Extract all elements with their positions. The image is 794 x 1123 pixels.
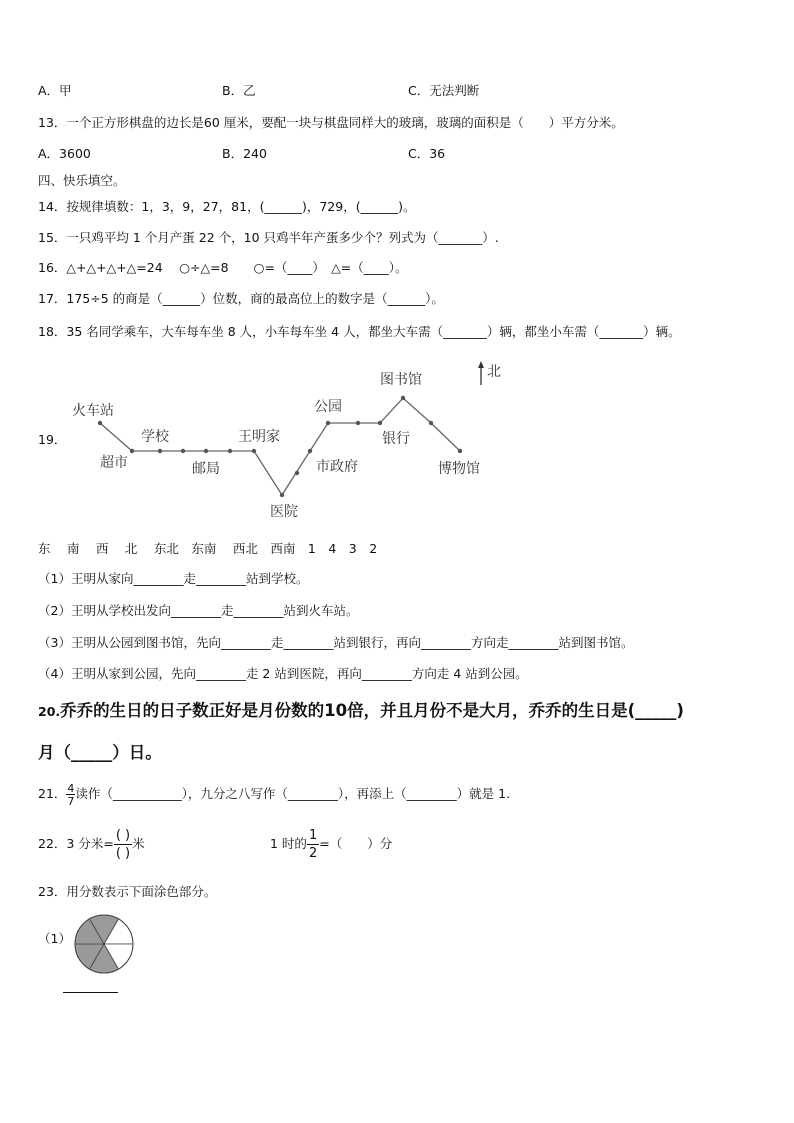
option-a: A．甲 bbox=[38, 83, 72, 98]
station-hospital-label: 医院 bbox=[270, 504, 298, 520]
shaded-circle-figure bbox=[73, 913, 135, 975]
question-22-part2-suffix: =（ ）分 bbox=[319, 836, 393, 851]
north-arrow-icon bbox=[478, 361, 501, 385]
question-19-sub3: （3）王明从公园到图书馆，先向________走________站到银行，再向________方向走________站到图书馆。 bbox=[38, 635, 634, 650]
station-library-label: 图书馆 bbox=[380, 372, 422, 388]
blank-fraction bbox=[114, 829, 132, 860]
station-park-label: 公园 bbox=[314, 399, 342, 415]
question-20-text: 乔乔的生日的日子数正好是月份数的10倍，并且月份不是大月，乔乔的生日是(_____) bbox=[60, 701, 684, 720]
question-13-stem: 13．一个正方形棋盘的边长是60 厘米，要配一块与棋盘同样大的玻璃，玻璃的面积是（ ）平方分米。 bbox=[38, 115, 624, 130]
option-b: B．240 bbox=[222, 146, 267, 161]
station-wangming-label: 王明家 bbox=[238, 429, 280, 445]
question-20-line2: 月（_____）日。 bbox=[38, 743, 162, 762]
question-22-part2-prefix: 1 时的 bbox=[270, 836, 307, 851]
option-c: C．无法判断 bbox=[408, 83, 480, 98]
station-supermarket-label: 超市 bbox=[100, 455, 128, 471]
question-23-stem: 23．用分数表示下面涂色部分。 bbox=[38, 884, 217, 899]
fraction-denominator: 7 bbox=[67, 794, 75, 808]
station-bank-label: 银行 bbox=[382, 431, 410, 447]
question-16: 16．△+△+△+△=24 ○÷△=8 ○=（____） △=（____）。 bbox=[38, 260, 408, 275]
question-17: 17．175÷5 的商是（______）位数，商的最高位上的数字是（______）。 bbox=[38, 291, 444, 306]
question-20-line1 bbox=[38, 700, 684, 723]
option-c: C．36 bbox=[408, 146, 446, 161]
question-21-text: 读作（___________），九分之八写作（________），再添上（________）就是 1. bbox=[75, 786, 511, 801]
station-museum-label: 博物馆 bbox=[438, 461, 480, 477]
station-train-label: 火车站 bbox=[72, 403, 114, 419]
station-school-label: 学校 bbox=[141, 429, 169, 445]
question-22-part2 bbox=[270, 824, 392, 864]
question-22 bbox=[38, 824, 145, 864]
question-18: 18．35 名同学乘车，大车每车坐 8 人，小车每车坐 4 人，都坐大车需（_______）辆，都坐小车需（_______）辆。 bbox=[38, 324, 681, 339]
word-bank: 东 南 西 北 东北 东南 西北 西南 1 4 3 2 bbox=[38, 541, 378, 556]
question-19-sub2: （2）王明从学校出发向________走________站到火车站。 bbox=[38, 603, 359, 618]
fraction-denominator: ( ) bbox=[115, 846, 131, 861]
station-post-label: 邮局 bbox=[192, 461, 220, 477]
question-19-number: 19． bbox=[38, 432, 67, 447]
north-label: 北 bbox=[487, 364, 501, 380]
route-map bbox=[60, 355, 520, 525]
fraction-denominator: 2 bbox=[308, 846, 318, 861]
fraction-numerator: ( ) bbox=[115, 828, 131, 843]
question-19-sub4: （4）王明从家到公园，先向________走 2 站到医院，再向________方向走 4 站到公园。 bbox=[38, 666, 528, 681]
question-19-sub1: （1）王明从家向________走________站到学校。 bbox=[38, 571, 309, 586]
question-14: 14．按规律填数：1，3，9，27，81，(______)，729，(______)。 bbox=[38, 199, 416, 214]
option-a: A．3600 bbox=[38, 146, 91, 161]
option-b: B．乙 bbox=[222, 83, 256, 98]
unit: 米 bbox=[132, 836, 145, 851]
section-heading: 四、快乐填空。 bbox=[38, 173, 126, 188]
question-22-prefix: 22．3 分米= bbox=[38, 836, 114, 851]
question-number: 20. bbox=[38, 704, 61, 719]
question-15: 15．一只鸡平均 1 个月产蛋 22 个，10 只鸡半年产蛋多少个？列式为（_______）. bbox=[38, 230, 499, 245]
fraction-numerator: 1 bbox=[308, 828, 318, 843]
station-cityhall-label: 市政府 bbox=[316, 459, 358, 475]
question-23-sub-label: （1） bbox=[38, 931, 71, 946]
question-number: 21． bbox=[38, 786, 67, 801]
fraction-numerator: 4 bbox=[67, 781, 75, 795]
fraction bbox=[307, 829, 319, 860]
question-21 bbox=[38, 780, 510, 808]
answer-line bbox=[63, 992, 118, 993]
